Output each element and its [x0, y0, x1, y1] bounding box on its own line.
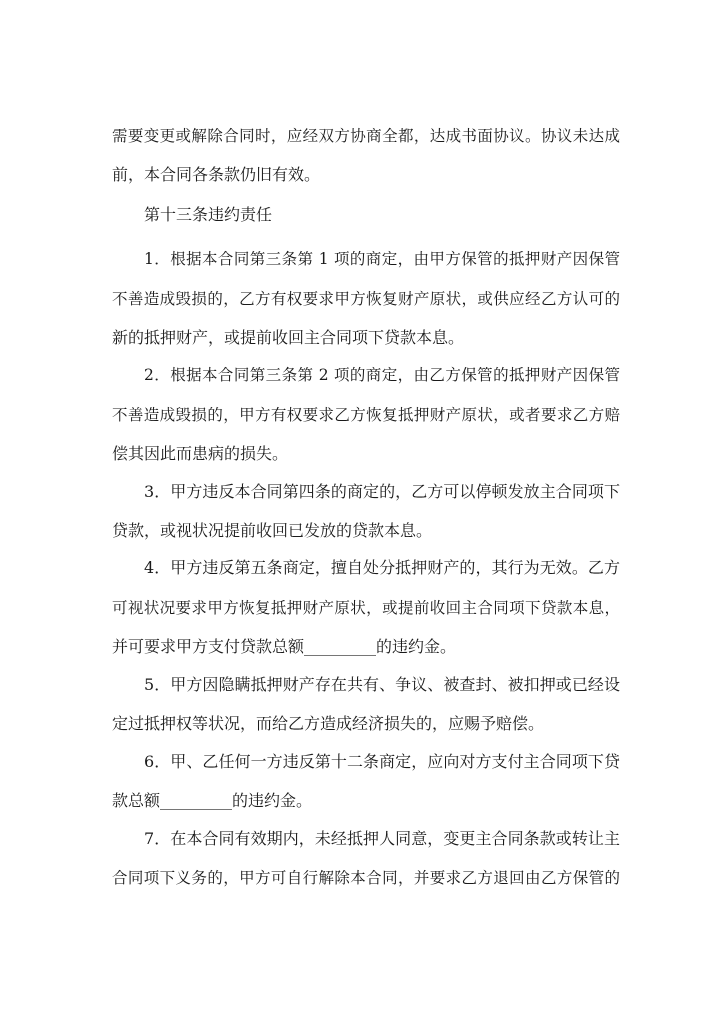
text-line: 5．甲方因隐瞒抵押财产存在共有、争议、被查封、被扣押或已经设 — [144, 675, 620, 694]
text-line: 可视状况要求甲方恢复抵押财产原状，或提前收回主合同项下贷款本息， — [112, 599, 620, 617]
text-line: 3．甲方违反本合同第四条的商定的，乙方可以停顿发放主合同项下 — [144, 482, 620, 501]
text-line: 1．根据本合同第三条第 1 项的商定，由甲方保管的抵押财产因保管 — [144, 250, 620, 268]
text-line: 新的抵押财产，或提前收回主合同项下贷款本息。 — [112, 328, 465, 347]
text-line: 并可要求甲方支付贷款总额_________的违约金。 — [112, 637, 457, 656]
text-line: 款总额_________的违约金。 — [112, 791, 313, 810]
text-line: 2．根据本合同第三条第 2 项的商定，由乙方保管的抵押财产因保管 — [144, 366, 620, 384]
text-line: 前，本合同各条款仍旧有效。 — [112, 165, 321, 184]
text-line: 合同项下义务的，甲方可自行解除本合同，并要求乙方退回由乙方保管的 — [112, 869, 620, 887]
text-line: 6．甲、乙任何一方违反第十二条商定，应向对方支付主合同项下贷 — [144, 752, 620, 771]
text-line: 不善造成毁损的，乙方有权要求甲方恢复财产原状，或供应经乙方认可的 — [112, 290, 620, 308]
text-line: 需要变更或解除合同时，应经双方协商全都，达成书面协议。协议未达成 — [112, 127, 620, 145]
text-line: 定过抵押权等状况，而给乙方造成经济损失的，应赐予赔偿。 — [112, 714, 545, 733]
text-line: 不善造成毁损的，甲方有权要求乙方恢复抵押财产原状，或者要求乙方赔 — [112, 406, 620, 424]
text-line: 偿其因此而患病的损失。 — [112, 444, 289, 463]
text-line: 4．甲方违反第五条商定，擅自处分抵押财产的，其行为无效。乙方 — [144, 558, 620, 577]
text-line: 贷款，或视状况提前收回已发放的贷款本息。 — [112, 521, 433, 540]
text-line: 7．在本合同有效期内，未经抵押人同意，变更主合同条款或转让主 — [144, 829, 620, 848]
section-heading: 第十三条违约责任 — [144, 205, 273, 224]
